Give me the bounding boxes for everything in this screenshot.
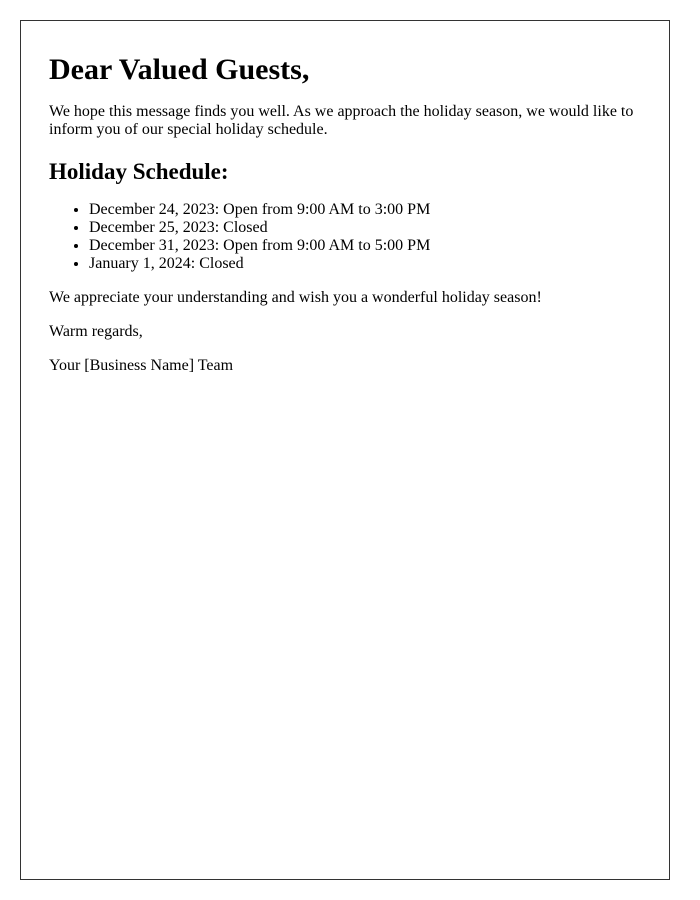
regards-line: Warm regards, bbox=[49, 323, 143, 340]
schedule-item: • December 24, 2023: Open from 9:00 AM to 3:00 PM bbox=[89, 201, 649, 219]
greeting-heading: Dear Valued Guests, bbox=[49, 53, 310, 86]
letter-container bbox=[20, 20, 670, 880]
schedule-heading: Holiday Schedule: bbox=[49, 159, 229, 184]
schedule-item: • January 1, 2024: Closed bbox=[89, 255, 649, 273]
intro-paragraph: We hope this message finds you well. As we approach the holiday season, we would like to inform you of our special holiday schedule. bbox=[49, 103, 634, 138]
signature-line: Your [Business Name] Team bbox=[49, 357, 234, 374]
schedule-item: • December 25, 2023: Closed bbox=[89, 219, 649, 237]
schedule-list bbox=[49, 201, 649, 273]
closing-paragraph: We appreciate your understanding and wish you a wonderful holiday season! bbox=[49, 289, 542, 306]
schedule-item: • December 31, 2023: Open from 9:00 AM to 5:00 PM bbox=[89, 237, 649, 255]
